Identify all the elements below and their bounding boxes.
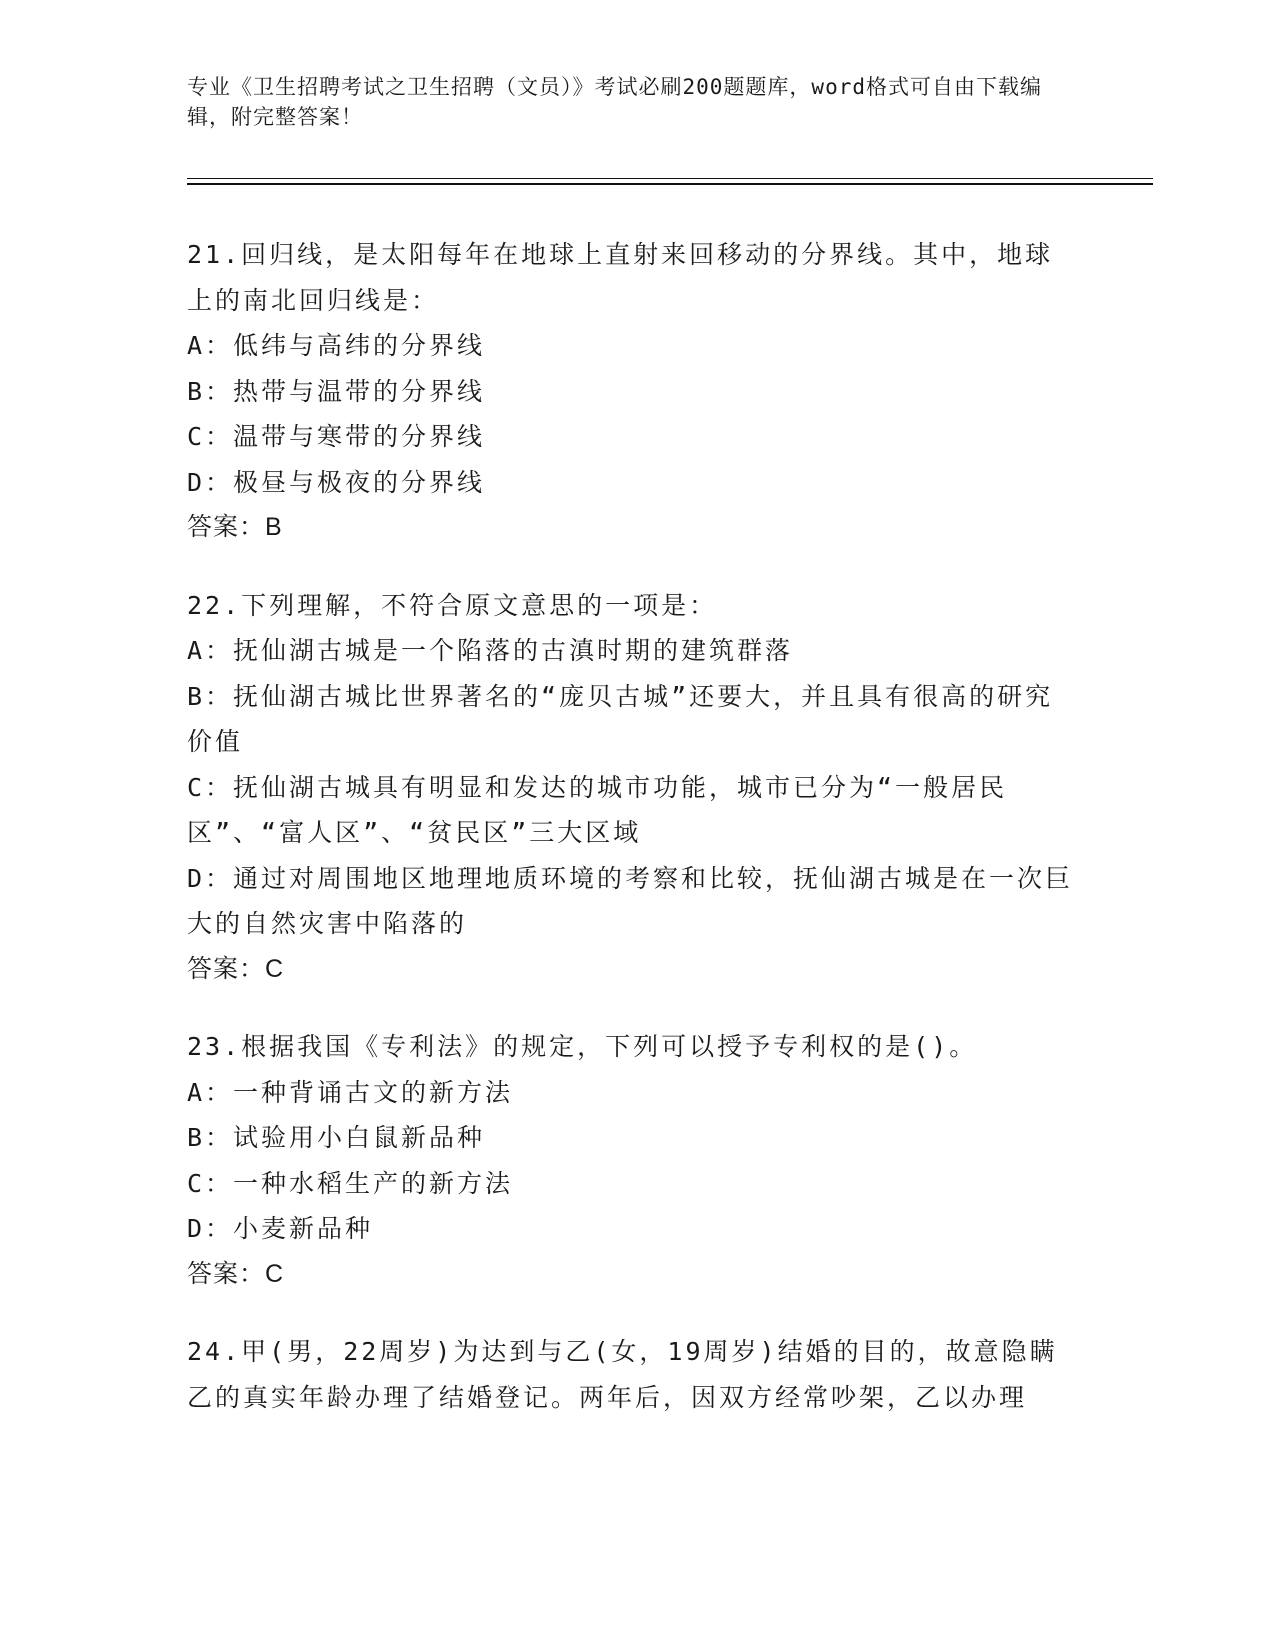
question-22	[187, 583, 1077, 993]
question-24	[187, 1329, 1077, 1420]
option-c: C：一种水稻生产的新方法	[187, 1168, 514, 1198]
option-d: D：极昼与极夜的分界线	[187, 467, 486, 497]
option-a: A：一种背诵古文的新方法	[187, 1077, 514, 1107]
question-stem: 22.下列理解，不符合原文意思的一项是：	[187, 590, 718, 620]
question-stem: 21.回归线，是太阳每年在地球上直射来回移动的分界线。其中，地球上的南北回归线是：	[187, 240, 1054, 315]
answer-line: 答案：B	[187, 513, 283, 541]
header-divider-thin	[187, 178, 1153, 179]
answer-line: 答案：C	[187, 954, 285, 983]
option-b: B：抚仙湖古城比世界著名的“庞贝古城”还要大，并且具有很高的研究价值	[187, 681, 1054, 756]
option-c: C：抚仙湖古城具有明显和发达的城市功能，城市已分为“一般居民区”、“富人区”、“贫民区”三大区域	[187, 772, 1008, 847]
question-23	[187, 1024, 1077, 1297]
option-a: A：低纬与高纬的分界线	[187, 331, 486, 360]
option-b: B：试验用小白鼠新品种	[187, 1123, 486, 1152]
option-c: C：温带与寒带的分界线	[187, 422, 486, 451]
question-21	[187, 232, 1077, 551]
header-divider-thick	[187, 183, 1153, 185]
option-b: B：热带与温带的分界线	[187, 376, 486, 406]
question-stem: 23.根据我国《专利法》的规定，下列可以授予专利权的是()。	[187, 1032, 978, 1061]
question-list	[187, 232, 1077, 1452]
document-header: 专业《卫生招聘考试之卫生招聘（文员）》考试必刷200题题库，word格式可自由下载编辑，附完整答案！	[187, 75, 1042, 129]
option-d: D：小麦新品种	[187, 1214, 374, 1243]
question-stem: 24.甲(男，22周岁)为达到与乙(女，19周岁)结婚的目的，故意隐瞒乙的真实年龄办理了结婚登记。两年后，因双方经常吵架，乙以办理	[187, 1337, 1058, 1412]
answer-line: 答案：C	[187, 1259, 285, 1288]
option-d: D：通过对周围地区地理地质环境的考察和比较，抚仙湖古城是在一次巨大的自然灾害中陷落的	[187, 863, 1074, 938]
option-a: A：抚仙湖古城是一个陷落的古滇时期的建筑群落	[187, 636, 794, 665]
